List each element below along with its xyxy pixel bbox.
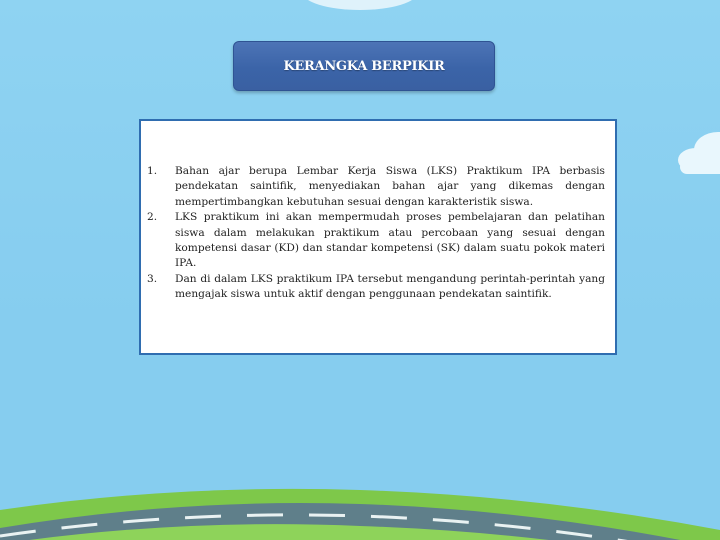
list-item	[147, 272, 605, 303]
content-box	[139, 119, 617, 355]
points-list	[147, 164, 605, 303]
item-number: 3.	[147, 272, 158, 285]
item-number: 2.	[147, 211, 158, 224]
list-item	[147, 210, 605, 272]
item-text: LKS praktikum ini akan mempermudah proses pembelajaran dan pelatihan siswa dalam melakukan praktikum atau percobaan yang sesuai dengan kompetensi dasar (KD) dan standar kompetensi (SK) dalam suatu pokok materi IPA.	[175, 211, 605, 270]
cloud-decoration-top	[300, 0, 420, 14]
title-banner	[233, 41, 495, 91]
item-text: Bahan ajar berupa Lembar Kerja Siswa (LKS) Praktikum IPA berbasis pendekatan saintifik, menyediakan bahan ajar yang dikemas dengan mempertimbangkan kebutuhan sesuai dengan karakteristik siswa.	[175, 165, 605, 208]
cloud-decoration-right	[660, 128, 720, 178]
list-item	[147, 164, 605, 210]
grass-road-decoration	[0, 470, 720, 540]
item-text: Dan di dalam LKS praktikum IPA tersebut mengandung perintah-perintah yang mengajak siswa untuk aktif dengan penggunaan pendekatan saintifik.	[175, 272, 605, 301]
page-title: KERANGKA BERPIKIR	[283, 58, 445, 74]
item-number: 1.	[147, 165, 158, 177]
